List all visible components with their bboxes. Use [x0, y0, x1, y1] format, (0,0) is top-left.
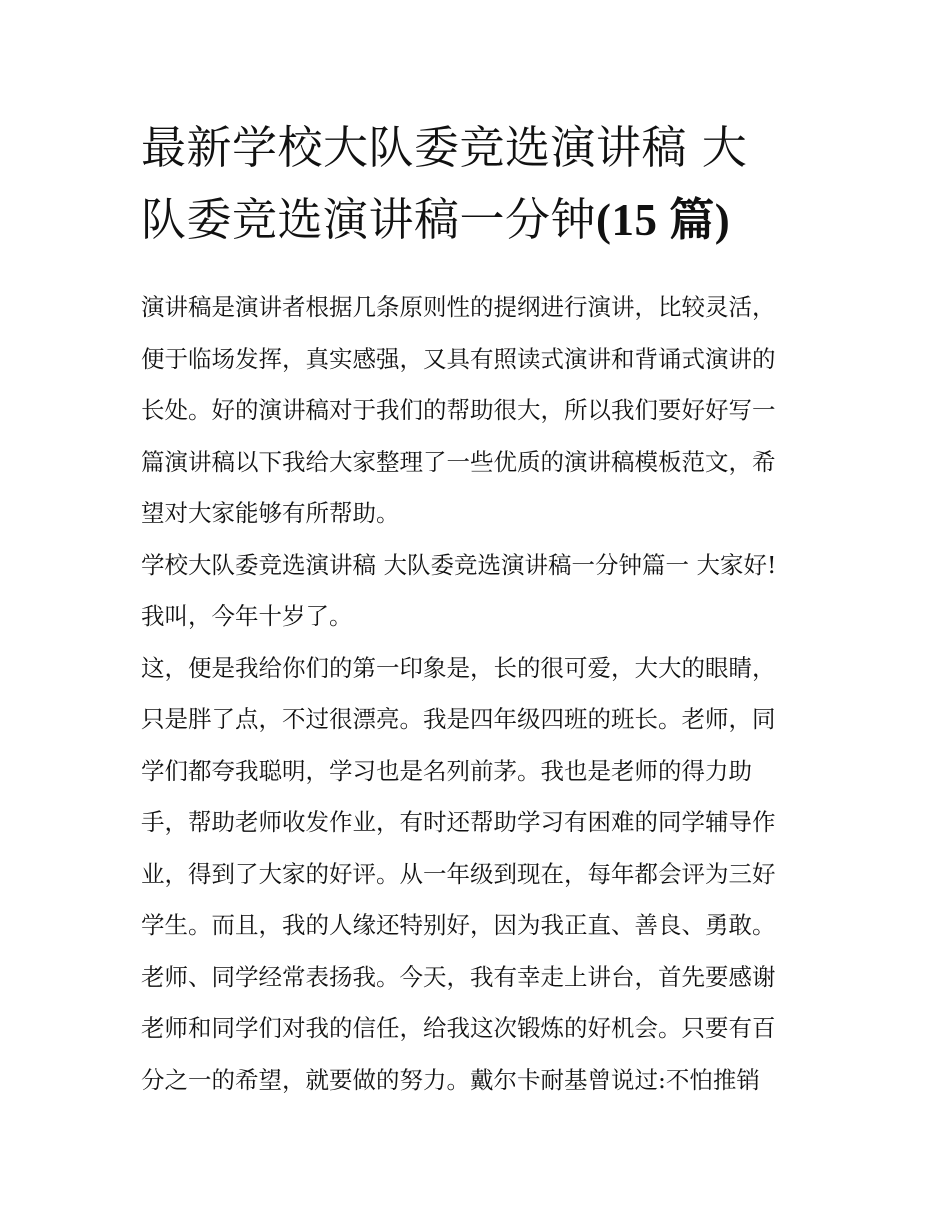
text-line: 演讲稿是演讲者根据几条原则性的提纲进行演讲，比较灵活，	[141, 293, 776, 321]
text-line: 业，得到了大家的好评。从一年级到现在，每年都会评为三好	[141, 859, 776, 888]
text-line: 我叫，今年十岁了。	[141, 602, 353, 630]
text-line: 老师、同学经常表扬我。今天，我有幸走上讲台，首先要感谢	[141, 962, 776, 991]
document-body	[141, 282, 813, 1106]
text-line: 分之一的希望，就要做的努力。戴尔卡耐基曾说过:不怕推销	[141, 1065, 760, 1094]
text-line: 老师和同学们对我的信任，给我这次锻炼的好机会。只要有百	[141, 1014, 776, 1042]
paragraph-article-one-heading	[141, 540, 813, 643]
text-line: 只是胖了点，不过很漂亮。我是四年级四班的班长。老师，同	[141, 705, 776, 733]
text-line: 手，帮助老师收发作业，有时还帮助学习有困难的同学辅导作	[141, 808, 776, 836]
paragraph-intro	[141, 282, 813, 540]
text-line: 学校大队委竞选演讲稿 大队委竞选演讲稿一分钟篇一 大家好!	[141, 550, 777, 579]
title-article-count: (15 篇)	[596, 195, 731, 245]
document-page	[141, 112, 813, 1106]
text-line: 长处。好的演讲稿对于我们的帮助很大，所以我们要好好写一	[141, 396, 776, 424]
text-line: 篇演讲稿以下我给大家整理了一些优质的演讲稿模板范文，希	[141, 447, 776, 476]
title-line-2: 队委竞选演讲稿一分钟	[141, 193, 597, 246]
text-line: 学们都夸我聪明，学习也是名列前茅。我也是老师的得力助	[141, 756, 752, 785]
text-line: 学生。而且，我的人缘还特别好，因为我正直、善良、勇敢。	[141, 911, 776, 939]
title-line-1: 最新学校大队委竞选演讲稿 大	[141, 121, 748, 174]
text-line: 望对大家能够有所帮助。	[141, 499, 400, 527]
document-title	[141, 112, 813, 256]
text-line: 便于临场发挥，真实感强，又具有照读式演讲和背诵式演讲的	[141, 344, 776, 373]
paragraph-article-one-body	[141, 643, 813, 1107]
text-line: 这，便是我给你们的第一印象是，长的很可爱，大大的眼睛，	[141, 653, 776, 682]
